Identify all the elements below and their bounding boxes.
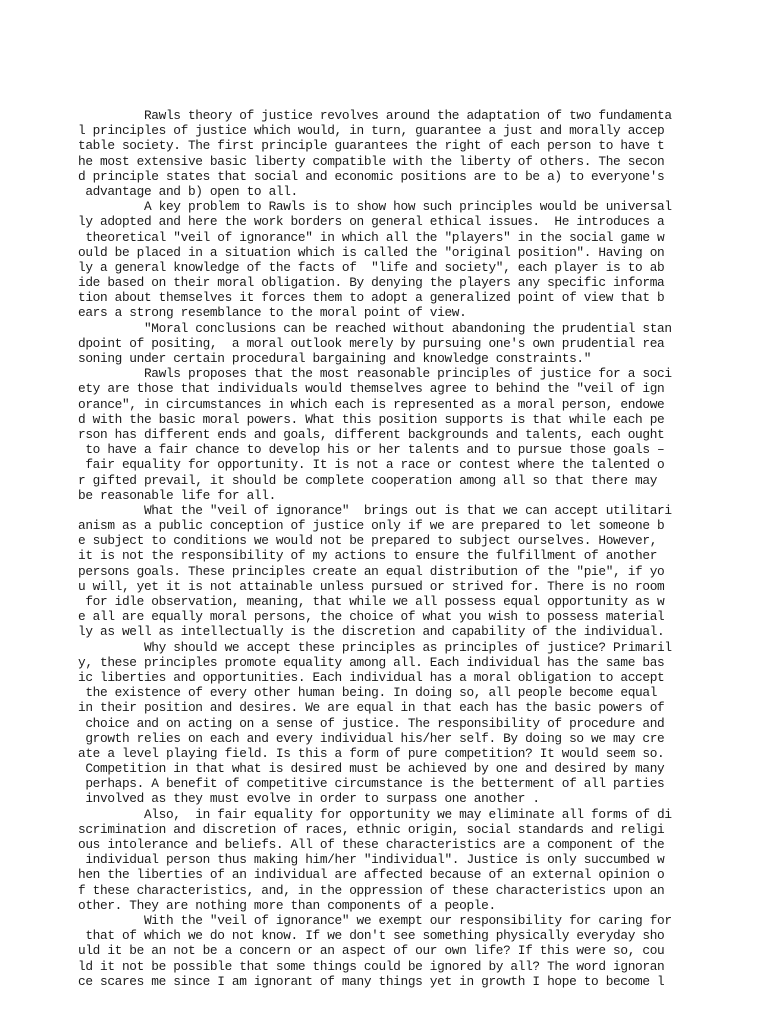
text-line: ly adopted and here the work borders on general ethical issues. He introduces a [78,214,665,230]
text-line: involved as they must evolve in order to surpass one another . [78,791,540,807]
text-line: ous intolerance and beliefs. All of these characteristics are a component of the [78,837,665,852]
text-line: fair equality for opportunity. It is not a race or contest where the talented o [78,457,665,473]
text-line: ly as well as intellectually is the discretion and capability of the individual. [78,624,665,640]
text-line: f these characteristics, and, in the oppression of these characteristics upon an [78,882,665,898]
text-line: advantage and b) open to all. [78,183,298,199]
text-line: anism as a public conception of justice only if we are prepared to let someone b [78,518,665,534]
text-line: ld it not be possible that some things could be ignored by all? The word ignoran [78,958,665,974]
text-line: soning under certain procedural bargaining and knowledge constraints." [78,351,592,366]
text-line: ly a general knowledge of the facts of "life and society", each player is to ab [78,259,665,275]
text-line: ould be placed in a situation which is called the "original position". Having on [78,244,665,260]
text-line: l principles of justice which would, in turn, guarantee a just and morally accep [78,123,665,139]
text-line: "Moral conclusions can be reached without abandoning the prudential stan [78,320,672,336]
text-line: dpoint of positing, a moral outlook merely by pursuing one's own prudential rea [78,335,665,351]
text-line: individual person thus making him/her "individual". Justice is only succumbed w [78,852,665,868]
text-line: for idle observation, meaning, that while we all possess equal opportunity as w [78,594,665,609]
text-line: perhaps. A benefit of competitive circumstance is the betterment of all parties [78,776,665,792]
text-line: e subject to conditions we would not be prepared to subject ourselves. However, [78,533,658,549]
text-line: uld it be an not be a concern or an aspect of our own life? If this were so, cou [78,943,665,959]
essay-text-body [78,108,698,989]
text-line: choice and on acting on a sense of justice. The responsibility of procedure and [78,715,665,731]
text-line: A key problem to Rawls is to show how such principles would be universal [78,199,672,215]
text-line: Also, in fair equality for opportunity we may eliminate all forms of di [78,806,672,822]
text-line: other. They are nothing more than components of a people. [78,897,496,913]
text-line: the existence of every other human being. In doing so, all people become equal [78,685,658,701]
text-line: to have a fair chance to develop his or her talents and to pursue those goals – [78,442,665,458]
text-line: Rawls theory of justice revolves around the adaptation of two fundamenta [78,108,672,123]
text-line: be reasonable life for all. [78,487,276,503]
text-line: ce scares me since I am ignorant of many things yet in growth I hope to become l [78,973,665,989]
text-line: u will, yet it is not attainable unless pursued or strived for. There is no room [78,578,665,594]
text-line: persons goals. These principles create an equal distribution of the "pie", if yo [78,563,665,579]
text-line: ety are those that individuals would themselves agree to behind the "veil of ign [78,381,665,397]
text-line: tion about themselves it forces them to adopt a generalized point of view that b [78,290,665,306]
text-line: orance", in circumstances in which each is represented as a moral person, endowe [78,396,665,412]
text-line: scrimination and discretion of races, ethnic origin, social standards and religi [78,821,665,837]
text-line: ic liberties and opportunities. Each individual has a moral obligation to accept [78,669,665,685]
text-line: d with the basic moral powers. What this position supports is that while each pe [78,411,665,427]
text-line: that of which we do not know. If we don't see something physically everyday sho [78,928,665,944]
text-line: r gifted prevail, it should be complete cooperation among all so that there may [78,472,658,488]
text-line: he most extensive basic liberty compatible with the liberty of others. The secon [78,153,665,169]
text-line: hen the liberties of an individual are affected because of an external opinion o [78,867,665,883]
text-line: ears a strong resemblance to the moral point of view. [78,305,467,321]
text-line: y, these principles promote equality among all. Each individual has the same bas [78,654,665,670]
text-line: With the "veil of ignorance" we exempt our responsibility for caring for [78,912,672,928]
text-line: growth relies on each and every individual his/her self. By doing so we may cre [78,730,665,746]
text-line: e all are equally moral persons, the choice of what you wish to possess material [78,609,665,625]
text-line: Why should we accept these principles as principles of justice? Primaril [78,639,672,655]
text-line: table society. The first principle guarantees the right of each person to have t [78,138,665,154]
text-line: ide based on their moral obligation. By denying the players any specific informa [78,275,665,291]
text-line: it is not the responsibility of my actions to ensure the fulfillment of another [78,548,658,564]
text-line: Rawls proposes that the most reasonable principles of justice for a soci [78,366,672,382]
text-line: in their position and desires. We are equal in that each has the basic powers of [78,700,665,716]
text-line: What the "veil of ignorance" brings out is that we can accept utilitari [78,502,672,518]
text-line: Competition in that what is desired must be achieved by one and desired by many [78,761,665,777]
text-line: d principle states that social and economic positions are to be a) to everyone's [78,168,665,184]
text-line: theoretical "veil of ignorance" in which all the "players" in the social game w [78,229,665,245]
text-line: ate a level playing field. Is this a form of pure competition? It would seem so. [78,745,665,761]
text-line: rson has different ends and goals, different backgrounds and talents, each ought [78,426,665,442]
